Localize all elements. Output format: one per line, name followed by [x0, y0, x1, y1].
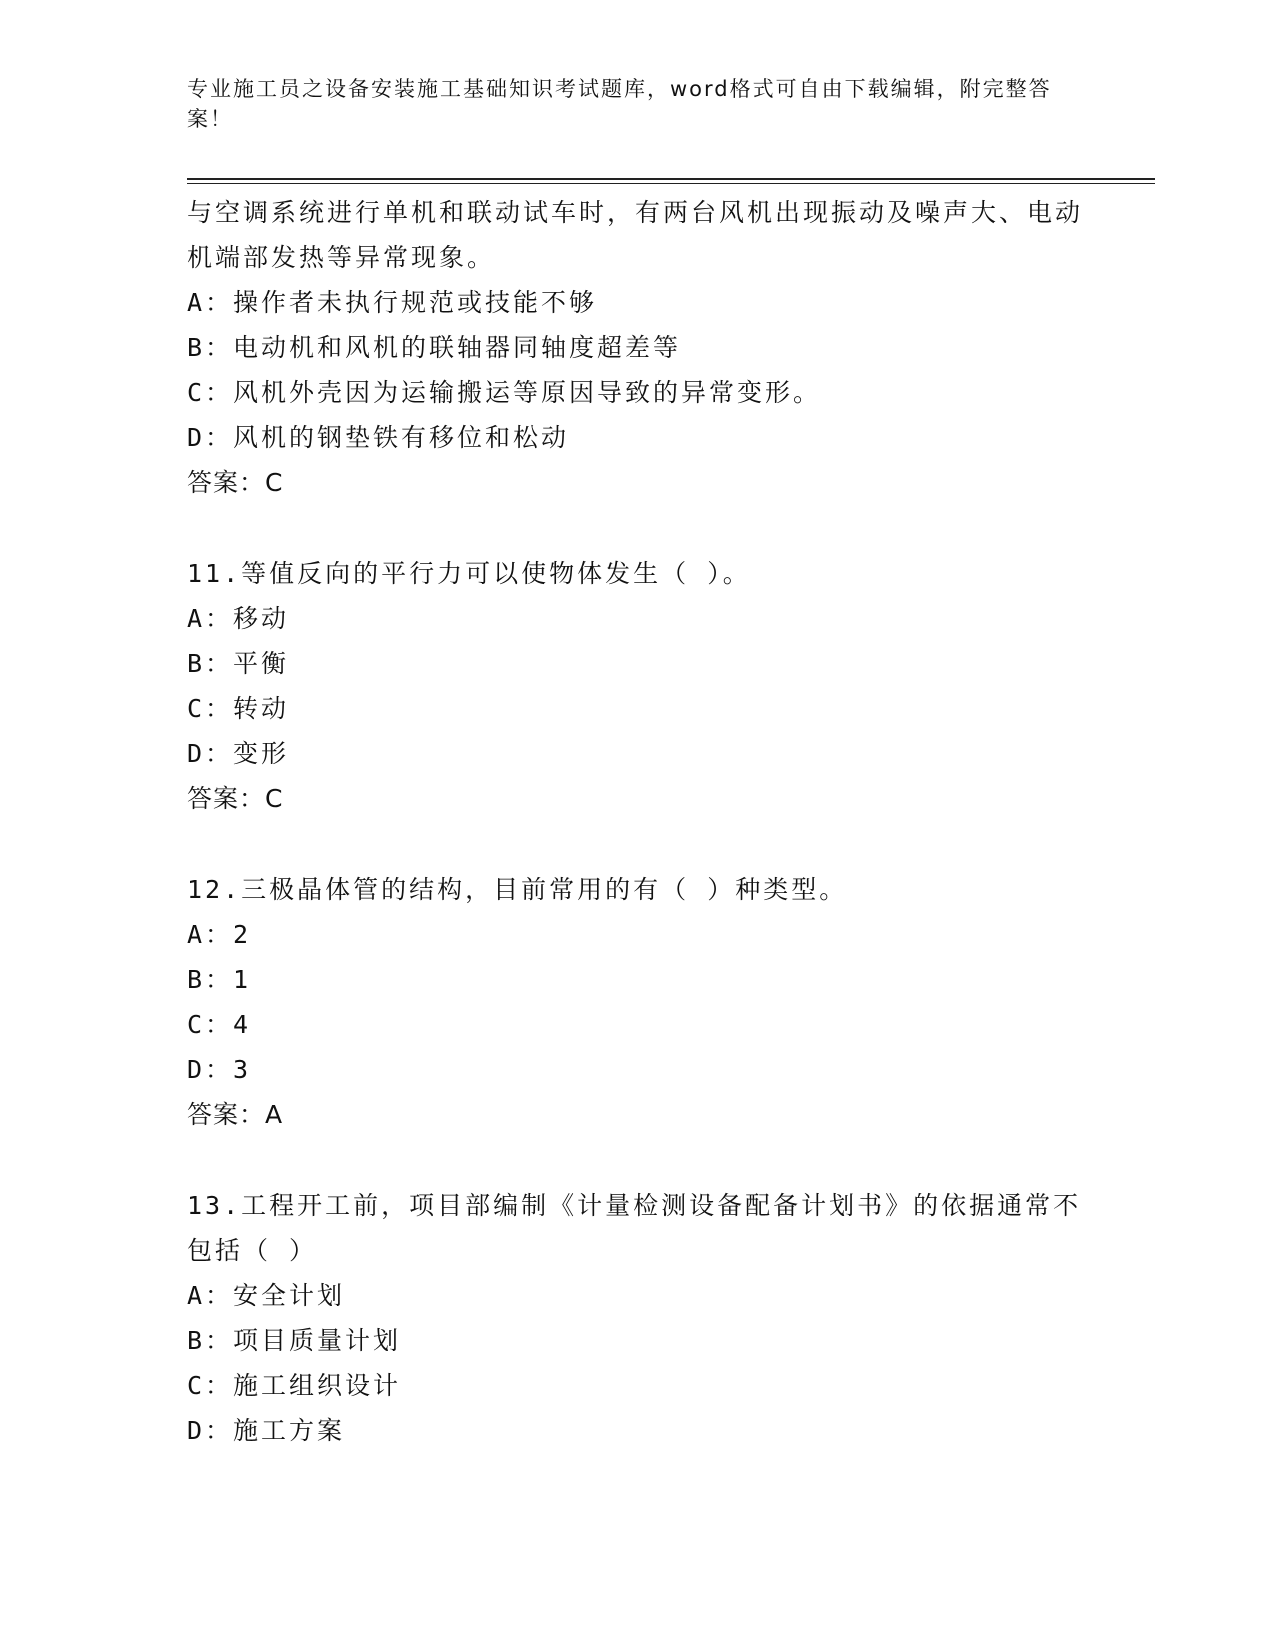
question-list	[187, 190, 1087, 1453]
option-a: A：2	[187, 920, 252, 949]
option-b: B：电动机和风机的联轴器同轴度超差等	[187, 333, 682, 362]
option-a: A：安全计划	[187, 1281, 346, 1310]
header-divider-thick	[187, 178, 1155, 180]
option-b: B：1	[187, 965, 252, 994]
option-c: C：施工组织设计	[187, 1371, 402, 1400]
question-block	[187, 1183, 1087, 1453]
question-text: 11.等值反向的平行力可以使物体发生（ ）。	[187, 559, 751, 588]
answer-line: 答案：C	[187, 468, 284, 497]
option-a: A：操作者未执行规范或技能不够	[187, 288, 598, 317]
question-text: 12.三极晶体管的结构，目前常用的有（ ）种类型。	[187, 875, 848, 904]
question-block	[187, 867, 1087, 1137]
option-d: D：3	[187, 1055, 252, 1084]
question-block	[187, 551, 1087, 821]
answer-line: 答案：C	[187, 784, 284, 813]
document-header: 专业施工员之设备安装施工基础知识考试题库，word格式可自由下载编辑，附完整答案！	[187, 77, 1052, 131]
option-a: A：移动	[187, 604, 290, 633]
option-d: D：施工方案	[187, 1416, 346, 1445]
option-b: B：项目质量计划	[187, 1326, 402, 1355]
option-d: D：变形	[187, 739, 290, 768]
option-c: C：4	[187, 1010, 252, 1039]
option-d: D：风机的钢垫铁有移位和松动	[187, 423, 570, 452]
option-b: B：平衡	[187, 649, 290, 678]
question-text: 13.工程开工前，项目部编制《计量检测设备配备计划书》的依据通常不包括（ ）	[187, 1191, 1082, 1265]
option-c: C：风机外壳因为运输搬运等原因导致的异常变形。	[187, 378, 822, 407]
header-divider-thin	[187, 183, 1155, 184]
question-block	[187, 190, 1087, 505]
question-text: 与空调系统进行单机和联动试车时，有两台风机出现振动及噪声大、电动机端部发热等异常现象。	[187, 198, 1084, 272]
option-c: C：转动	[187, 694, 290, 723]
answer-line: 答案：A	[187, 1100, 284, 1129]
